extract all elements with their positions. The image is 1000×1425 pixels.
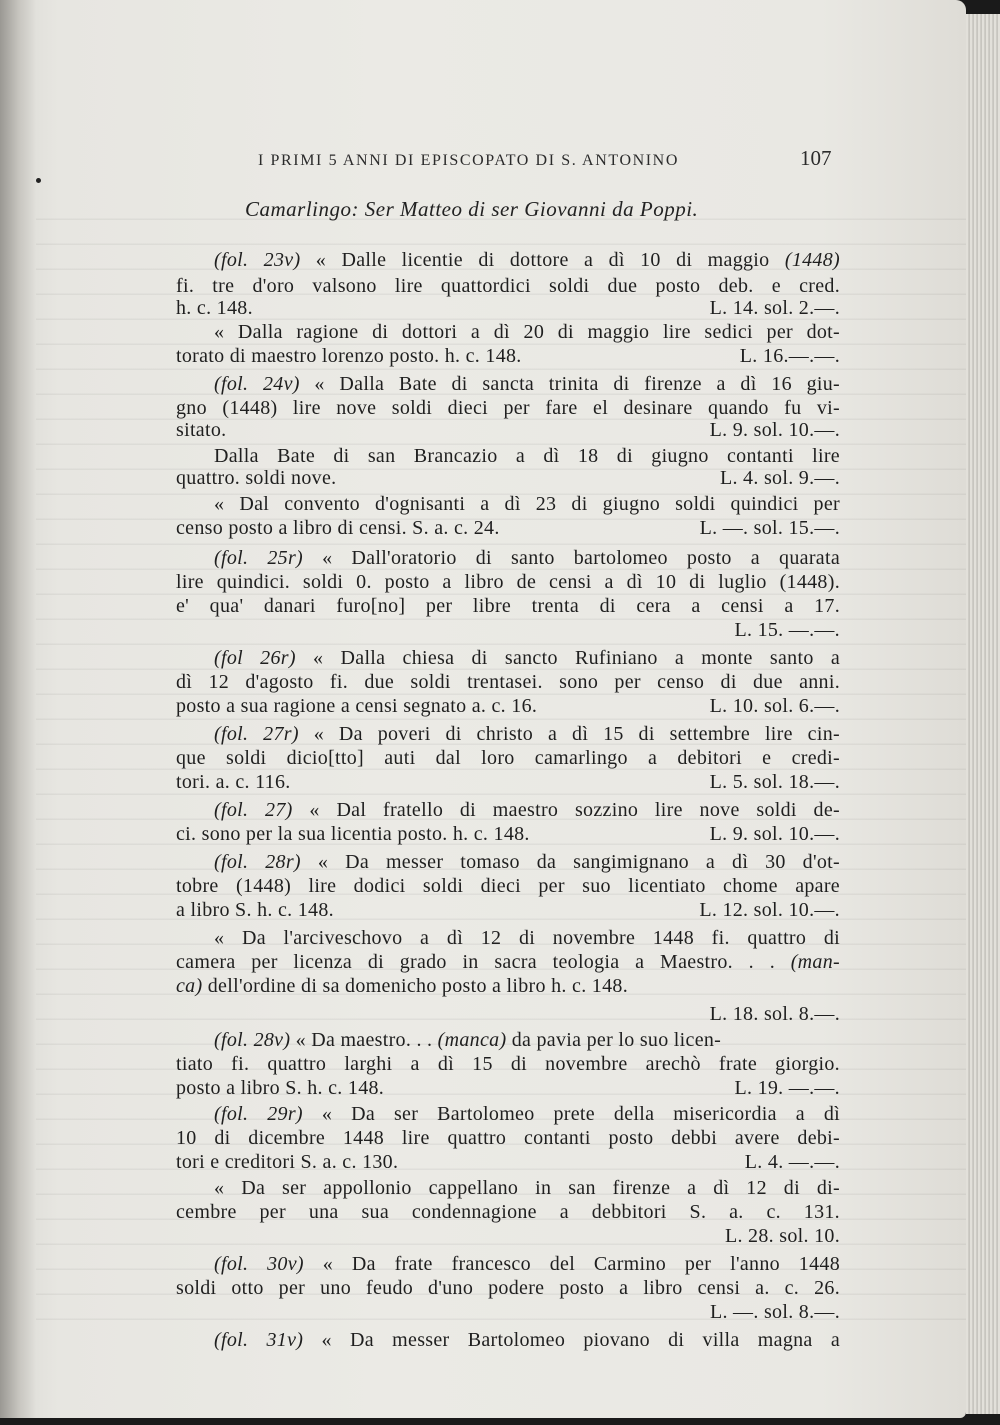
line-content: [214, 1175, 840, 1201]
line-content: [214, 849, 840, 875]
italic-lead: ca): [176, 975, 203, 997]
text-line: [176, 465, 840, 491]
text-line: [176, 973, 840, 999]
text-line: [176, 1051, 840, 1077]
line-content: [176, 593, 840, 619]
entry-text: « Da l'arciveschovo a dì 12 di novembre 1448 fi. quattro di: [214, 927, 840, 949]
entry-text: tobre (1448) lire dodici soldi dieci per suo licentiato chome apare: [176, 875, 840, 897]
folio-reference: (fol. 24v): [214, 373, 300, 395]
italic-tail: (man-: [790, 951, 840, 973]
text-line: [176, 669, 840, 695]
line-content: [176, 1125, 840, 1151]
text-line: [176, 1223, 840, 1249]
folio-reference: (fol. 30v): [214, 1253, 304, 1275]
text-line: [176, 295, 840, 321]
text-line: [214, 1327, 840, 1353]
entry-text: cembre per una sua condennagione a debbitori S. a. c. 131.: [176, 1201, 840, 1223]
line-content: [214, 371, 840, 397]
text-line: [176, 515, 840, 541]
line-content: [214, 1251, 840, 1277]
folio-reference: (fol. 25r): [214, 547, 303, 569]
text-line: [176, 417, 840, 443]
entry-text: fi. tre d'oro valsono lire quattordici soldi due posto deb. e cred.: [176, 275, 840, 297]
amount: L. 19. —.—.: [734, 1077, 840, 1099]
entry-text: « Dalla ragione di dottori a dì 20 di maggio lire sedici per dot-: [214, 321, 840, 343]
entry-text: ci. sono per la sua licentia posto. h. c. 148.: [176, 823, 530, 845]
amount: L. 14. sol. 2.—.: [709, 297, 840, 319]
amount: L. 28. sol. 10.: [724, 1225, 840, 1247]
entry-text: tori e creditori S. a. c. 130.: [176, 1151, 399, 1173]
text-line: [214, 721, 840, 747]
amount: L. 16.—.—.: [739, 345, 840, 367]
line-content: [176, 769, 656, 795]
entry-text: h. c. 148.: [176, 297, 253, 319]
line-content: [176, 693, 656, 719]
line-content: [176, 1149, 656, 1175]
line-content: [176, 1199, 840, 1225]
line-content: [214, 491, 840, 517]
line-content: [176, 1051, 840, 1077]
amount: L. 18. sol. 8.—.: [709, 1003, 840, 1025]
amount: L. 9. sol. 10.—.: [709, 823, 840, 845]
text-line: [214, 645, 840, 671]
line-content: [214, 721, 840, 747]
text-line: [214, 1027, 840, 1053]
entry-text: « Dalla Bate di sancta trinita di firenze a dì 16 giu-: [314, 373, 840, 395]
entry-text: Dalla Bate di san Brancazio a dì 18 di giugno contanti lire: [214, 445, 840, 467]
text-line: [176, 1275, 840, 1301]
text-line: [214, 319, 840, 345]
entry-text: « Da frate francesco del Carmino per l'anno 1448: [322, 1253, 840, 1275]
entry-text: « Dall'oratorio di santo bartolomeo posto a quarata: [322, 547, 840, 569]
line-content: [176, 745, 840, 771]
text-line: [214, 797, 840, 823]
folio-reference: (fol. 27r): [214, 723, 299, 745]
line-content: [176, 1075, 656, 1101]
line-content: [214, 797, 840, 823]
entry-text: censo posto a libro di censi. S. a. c. 24.: [176, 517, 500, 539]
text-line: [176, 769, 840, 795]
folio-reference: (fol. 27): [214, 799, 293, 821]
section-heading: Camarlingo: Ser Matteo di ser Giovanni da Poppi.: [245, 197, 699, 221]
entry-text: « Dal fratello di maestro sozzino lire nove soldi de-: [309, 799, 840, 821]
line-content: [176, 873, 840, 899]
line-content: [176, 821, 656, 847]
folio-reference: (fol. 31v): [214, 1329, 304, 1351]
text-line: [176, 569, 840, 595]
amount: L. 12. sol. 10.—.: [699, 899, 840, 921]
line-content: [214, 545, 840, 571]
text-line: [176, 949, 840, 975]
text-line: [214, 545, 840, 571]
line-content: [176, 669, 840, 695]
entry-text: sitato.: [176, 419, 227, 441]
entry-text: dell'ordine di sa domenicho posto a libro h. c. 148.: [207, 975, 628, 997]
text-line: [176, 693, 840, 719]
text-line: [176, 1125, 840, 1151]
line-content: [176, 417, 656, 443]
line-content: [176, 515, 656, 541]
entry-text: camera per licenza di grado in sacra teologia a Maestro. . .: [176, 951, 775, 973]
entry-text: soldi otto per uno feudo d'uno podere posto a libro censi a. c. 26.: [176, 1277, 840, 1299]
text-line: [214, 849, 840, 875]
line-content: [176, 1275, 840, 1301]
entry-text: « Da ser Bartolomeo prete della misericordia a dì: [321, 1103, 840, 1125]
running-head: I PRIMI 5 ANNI DI EPISCOPATO DI S. ANTONINO: [258, 152, 679, 169]
entry-text: « Da messer Bartolomeo piovano di villa magna a: [321, 1329, 841, 1351]
entry-text: que soldi dicio[tto] auti dal loro camarlingo a debitori e credi-: [176, 747, 840, 769]
entry-text: posto a libro S. h. c. 148.: [176, 1077, 385, 1099]
line-content: [214, 1027, 840, 1053]
entry-text: « Da ser appollonio cappellano in san firenze a dì 12 di di-: [214, 1177, 840, 1199]
page-gutter-shadow: [0, 0, 36, 1418]
text-line: [214, 925, 840, 951]
folio-reference: (fol. 28v): [214, 1029, 291, 1051]
text-line: [214, 247, 840, 273]
line-content: [176, 295, 656, 321]
text-line: [176, 1199, 840, 1225]
text-line: [214, 1101, 840, 1127]
folio-reference: (fol 26r): [214, 647, 296, 669]
text-line: [176, 1149, 840, 1175]
folio-reference: (fol. 29r): [214, 1103, 303, 1125]
line-content: [214, 925, 840, 951]
amount: L. 4. —.—.: [744, 1151, 840, 1173]
text-line: [176, 1299, 840, 1325]
line-content: [176, 973, 840, 999]
amount: L. —. sol. 15.—.: [699, 517, 840, 539]
entry-text: quattro. soldi nove.: [176, 467, 337, 489]
entry-text: a libro S. h. c. 148.: [176, 899, 334, 921]
entry-text: torato di maestro lorenzo posto. h. c. 148.: [176, 345, 522, 367]
text-line: [176, 897, 840, 923]
amount: L. 4. sol. 9.—.: [719, 467, 840, 489]
line-content: [176, 897, 656, 923]
entry-text: lire quindici. soldi 0. posto a libro de censi a dì 10 di luglio (1448).: [176, 571, 840, 593]
entry-text: e' qua' danari furo[no] per libre trenta di cera a censi a 17.: [176, 595, 840, 617]
amount: L. —. sol. 8.—.: [709, 1301, 840, 1323]
entry-text: « Dal convento d'ognisanti a dì 23 di giugno soldi quindici per: [214, 493, 840, 515]
entry-text: « Da messer tomaso da sangimignano a dì 30 d'ot-: [317, 851, 841, 873]
entry-text: posto a sua ragione a censi segnato a. c. 16.: [176, 695, 538, 717]
text-line: [214, 1175, 840, 1201]
entry-text: « Da poveri di christo a dì 15 di settembre lire cin-: [313, 723, 840, 745]
entry-text: 10 di dicembre 1448 lire quattro contanti posto debbi avere debi-: [176, 1127, 840, 1149]
text-line: [176, 617, 840, 643]
line-content: [214, 1327, 840, 1353]
text-line: [214, 1251, 840, 1277]
line-content: [176, 569, 840, 595]
amount: L. 9. sol. 10.—.: [709, 419, 840, 441]
folio-reference: (fol. 23v): [214, 249, 301, 271]
entry-text: tori. a. c. 116.: [176, 771, 291, 793]
entry-text: « Da maestro. . .: [295, 1029, 433, 1051]
line-content: [176, 465, 656, 491]
amount: L. 5. sol. 18.—.: [709, 771, 840, 793]
line-content: [176, 343, 656, 369]
entry-text-continued: da pavia per lo suo licen-: [511, 1029, 722, 1051]
text-line: [176, 821, 840, 847]
entry-text: dì 12 d'agosto fi. due soldi trentasei. sono per censo di due anni.: [176, 671, 840, 693]
entry-text: « Dalle licentie di dottore a dì 10 di maggio: [315, 249, 770, 271]
line-content: [214, 319, 840, 345]
text-line: [176, 1001, 840, 1027]
amount: L. 15. —.—.: [734, 619, 840, 641]
text-line: [214, 491, 840, 517]
margin-speck: [36, 178, 41, 183]
text-line: [176, 873, 840, 899]
text-line: [176, 745, 840, 771]
line-content: [214, 645, 840, 671]
page-number: 107: [800, 146, 832, 170]
line-content: [214, 247, 840, 273]
page-edges: [966, 14, 1000, 1414]
italic-note: (manca): [437, 1029, 507, 1051]
amount: L. 10. sol. 6.—.: [709, 695, 840, 717]
line-content: [176, 949, 840, 975]
text-line: [214, 371, 840, 397]
entry-text: « Dalla chiesa di sancto Rufiniano a monte santo a: [313, 647, 840, 669]
text-line: [176, 343, 840, 369]
text-line: [176, 1075, 840, 1101]
italic-tail: (1448): [784, 249, 840, 271]
entry-text: tiato fi. quattro larghi a dì 15 di novembre arechò frate giorgio.: [176, 1053, 840, 1075]
folio-reference: (fol. 28r): [214, 851, 301, 873]
entry-text: gno (1448) lire nove soldi dieci per fare el desinare quando fu vi-: [176, 397, 840, 419]
text-line: [176, 593, 840, 619]
line-content: [214, 1101, 840, 1127]
